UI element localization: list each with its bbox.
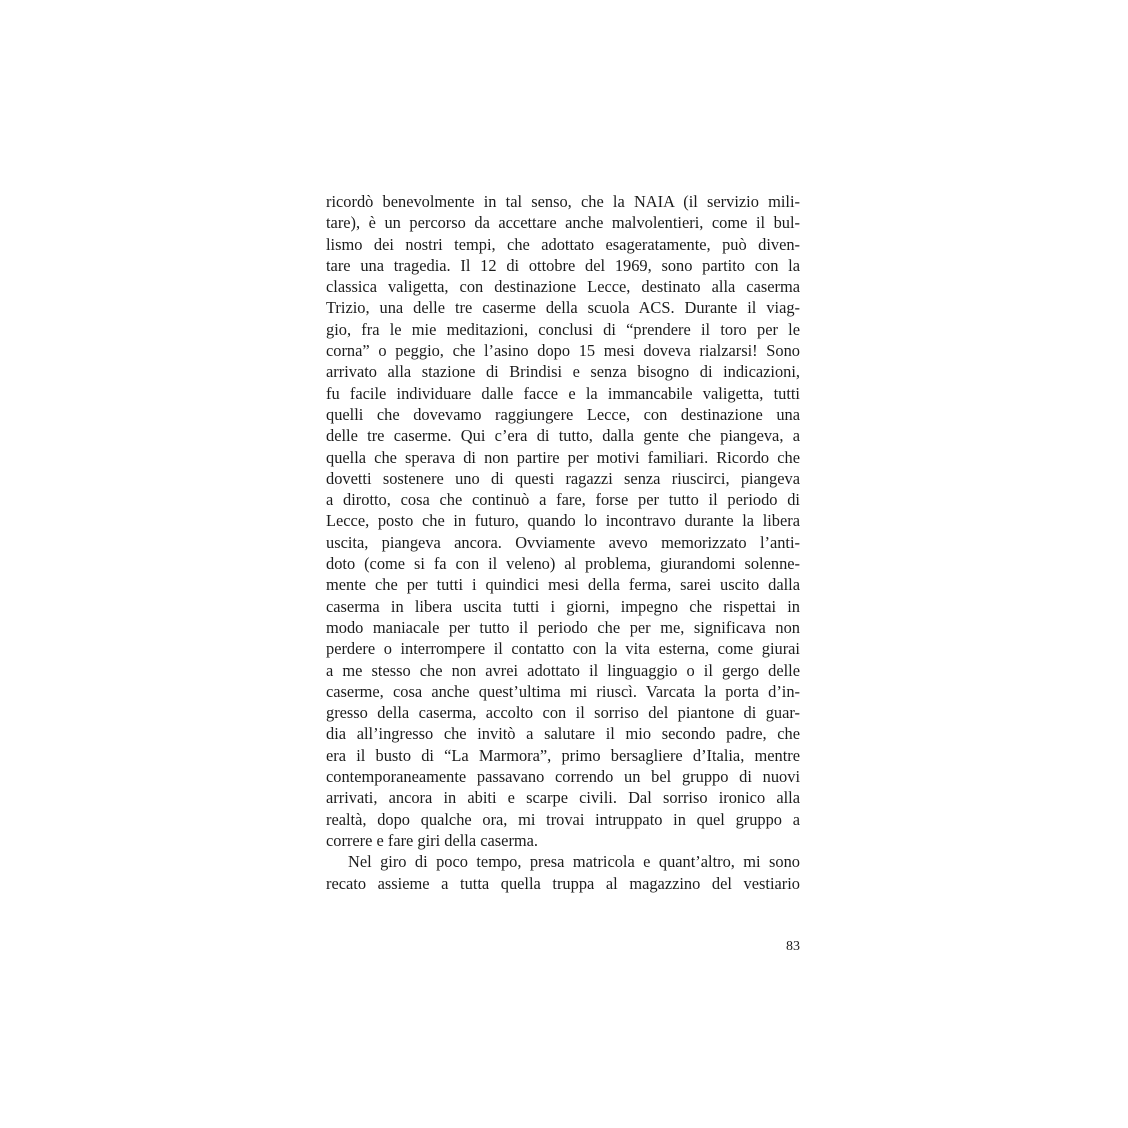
- text-line: dia all’ingresso che invitò a salutare il mio secondo padre, che: [326, 724, 800, 744]
- text-line: mente che per tutti i quindici mesi della ferma, sarei uscito dalla: [326, 575, 800, 595]
- book-page: [326, 191, 800, 954]
- text-line: arrivati, ancora in abiti e scarpe civili. Dal sorriso ironico alla: [326, 788, 800, 808]
- text-line: ricordò benevolmente in tal senso, che la NAIA (il servizio mili-: [326, 192, 800, 211]
- text-line: quelli che dovevamo raggiungere Lecce, con destinazione una: [326, 404, 800, 424]
- text-line: Trizio, una delle tre caserme della scuola ACS. Durante il viag-: [326, 298, 800, 318]
- text-line: perdere o interrompere il contatto con la vita esterna, come giurai: [326, 639, 800, 659]
- text-line: contemporaneamente passavano correndo un bel gruppo di nuovi: [326, 767, 800, 787]
- text-line: quella che sperava di non partire per motivi familiari. Ricordo che: [326, 447, 800, 467]
- text-line: classica valigetta, con destinazione Lecce, destinato alla caserma: [326, 277, 800, 297]
- text-line: lismo dei nostri tempi, che adottato esageratamente, può diven-: [326, 234, 800, 254]
- text-line: era il busto di “La Marmora”, primo bersagliere d’Italia, mentre: [326, 745, 800, 765]
- text-line: Lecce, posto che in futuro, quando lo incontravo durante la libera: [326, 511, 800, 531]
- page-number: 83: [786, 939, 800, 954]
- text-line: a dirotto, cosa che continuò a fare, forse per tutto il periodo di: [326, 490, 800, 510]
- text-line: uscita, piangeva ancora. Ovviamente avevo memorizzato l’anti-: [326, 532, 800, 552]
- paragraph-start-line: Nel giro di poco tempo, presa matricola e quant’altro, mi sono: [348, 852, 800, 872]
- text-line: caserme, cosa anche quest’ultima mi riuscì. Varcata la porta d’in-: [326, 681, 800, 701]
- text-line: recato assieme a tutta quella truppa al magazzino del vestiario: [326, 873, 800, 893]
- text-line: tare), è un percorso da accettare anche malvolentieri, come il bul-: [326, 213, 800, 233]
- paragraph-end-line: correre e fare giri della caserma.: [326, 830, 539, 850]
- text-line: arrivato alla stazione di Brindisi e senza bisogno di indicazioni,: [326, 362, 800, 382]
- text-line: a me stesso che non avrei adottato il linguaggio o il gergo delle: [326, 660, 800, 680]
- text-line: fu facile individuare dalle facce e la immancabile valigetta, tutti: [326, 383, 800, 403]
- text-line: dovetti sostenere uno di questi ragazzi senza riuscirci, piangeva: [326, 468, 800, 488]
- text-line: doto (come si fa con il veleno) al problema, giurandomi solenne-: [326, 554, 800, 574]
- text-line: modo maniacale per tutto il periodo che per me, significava non: [326, 617, 800, 637]
- text-line: gresso della caserma, accolto con il sorriso del piantone di guar-: [326, 703, 800, 723]
- text-line: delle tre caserme. Qui c’era di tutto, dalla gente che piangeva, a: [326, 426, 800, 446]
- text-line: caserma in libera uscita tutti i giorni, impegno che rispettai in: [326, 596, 800, 616]
- text-line: realtà, dopo qualche ora, mi trovai intruppato in quel gruppo a: [326, 809, 800, 829]
- text-line: corna” o peggio, che l’asino dopo 15 mesi doveva rialzarsi! Sono: [326, 341, 800, 361]
- text-line: gio, fra le mie meditazioni, conclusi di “prendere il toro per le: [326, 319, 800, 339]
- text-line: tare una tragedia. Il 12 di ottobre del 1969, sono partito con la: [326, 255, 800, 275]
